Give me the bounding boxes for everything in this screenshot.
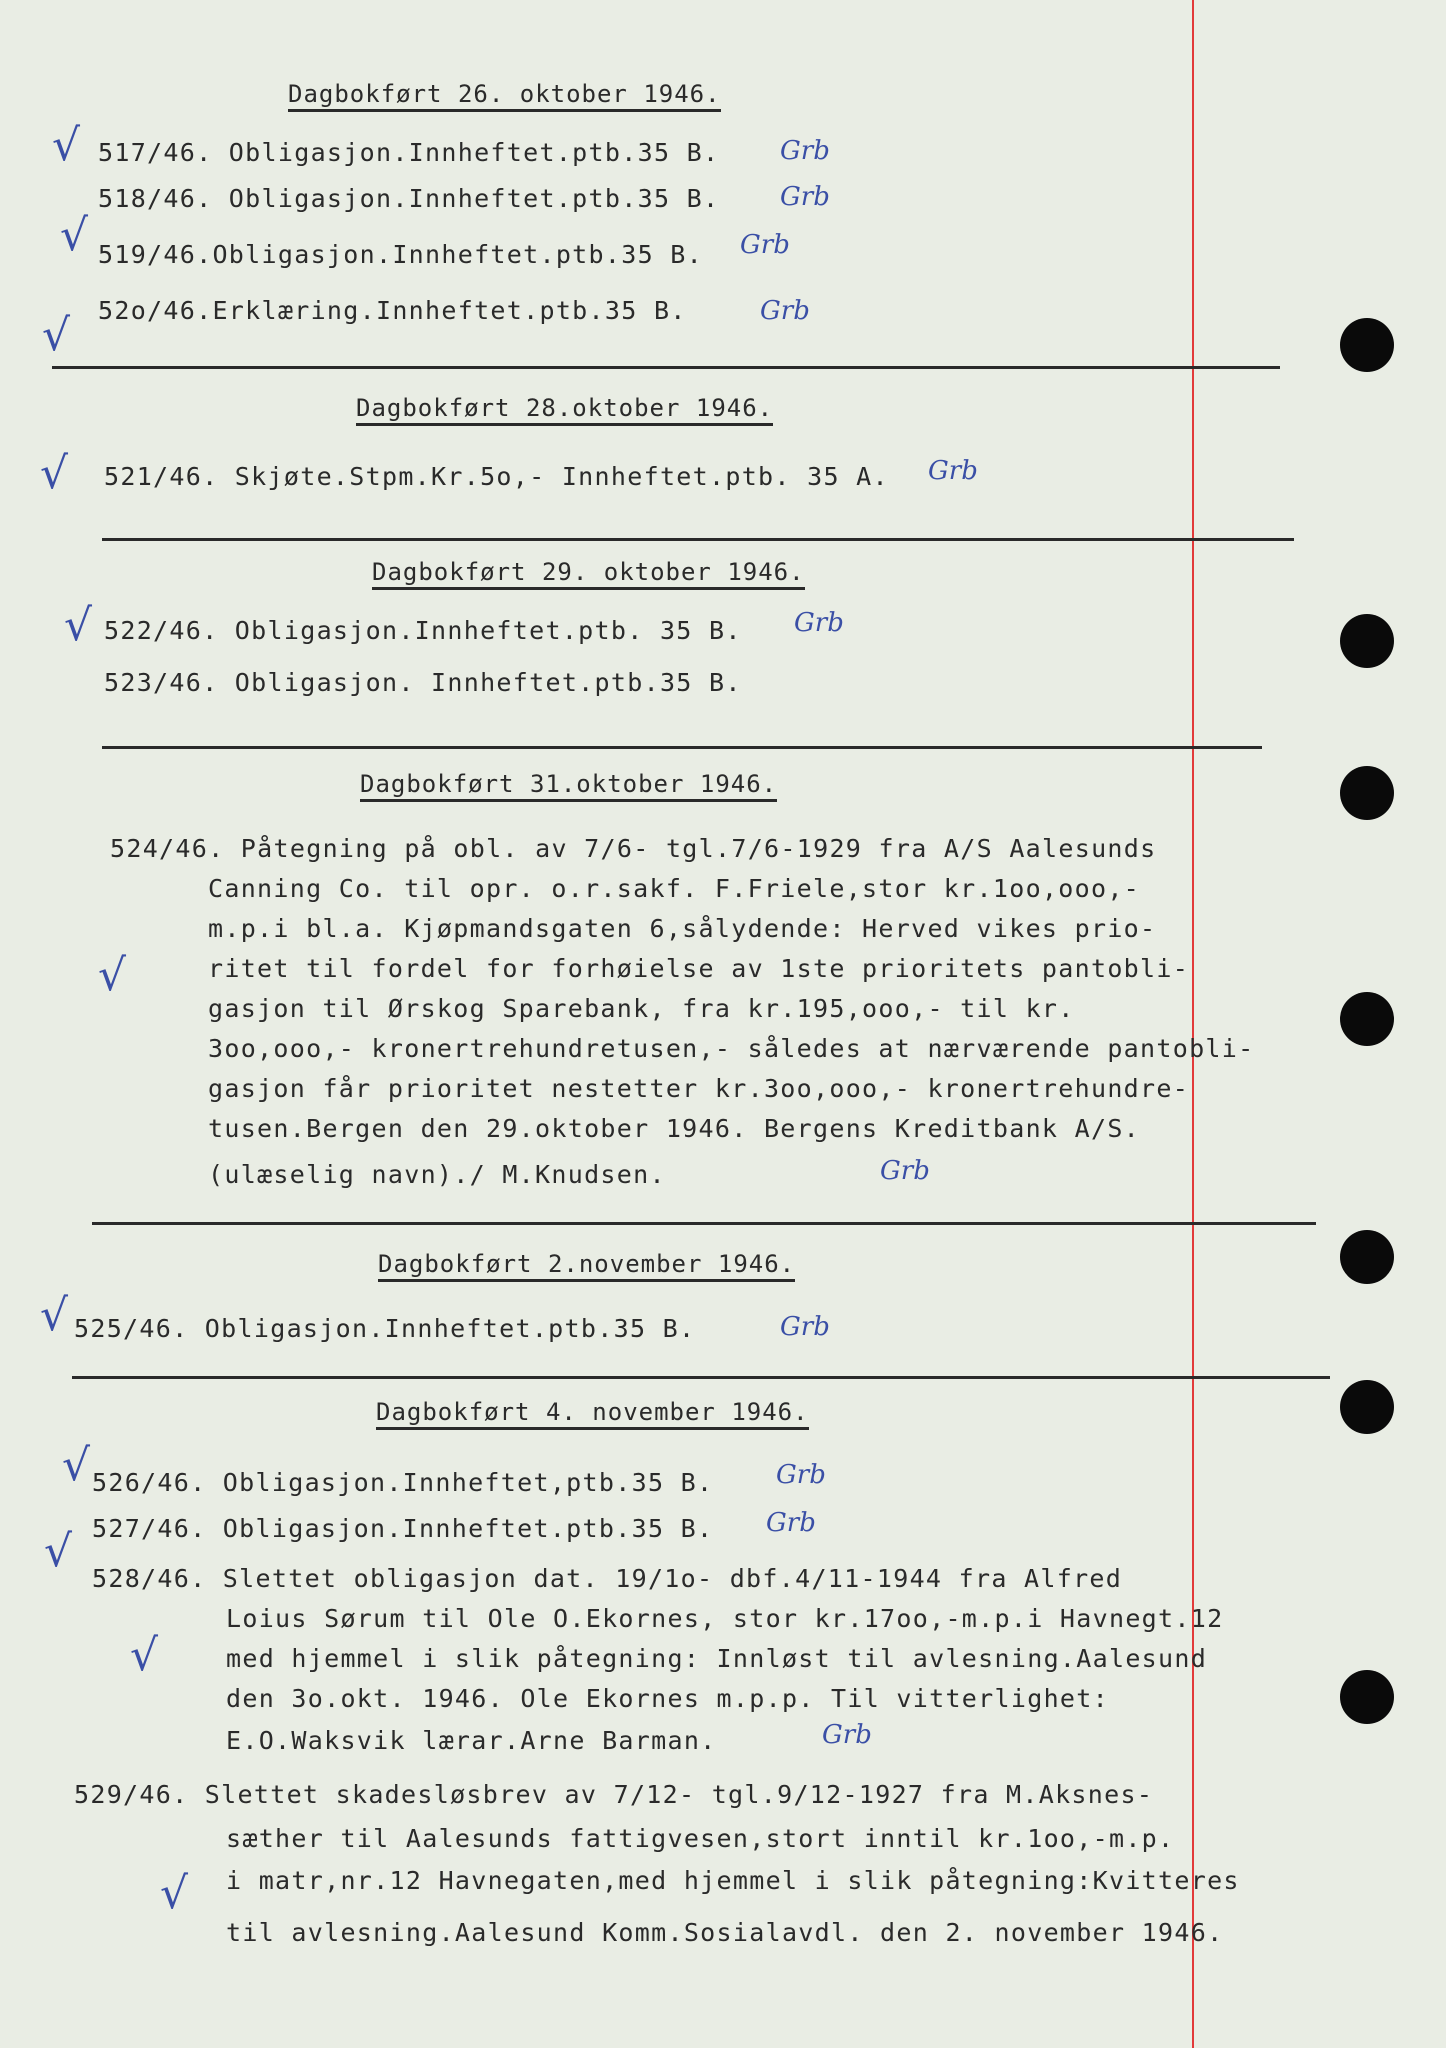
entry-line: gasjon får prioritet nestetter kr.3oo,ooo,- kronertrehundre- xyxy=(208,1074,1190,1103)
handwritten-initials: Grb xyxy=(880,1156,930,1186)
entry-line: 523/46. Obligasjon. Innheftet.ptb.35 B. xyxy=(104,668,742,697)
punch-hole xyxy=(1340,992,1394,1046)
handwritten-initials: Grb xyxy=(794,608,844,638)
entry-line: 524/46. Påtegning på obl. av 7/6- tgl.7/6-1929 fra A/S Aalesunds xyxy=(110,834,1157,863)
margin-checkmark: √ xyxy=(40,448,69,499)
entry-line: 52o/46.Erklæring.Innheftet.ptb.35 B. xyxy=(98,296,687,325)
entry-line: gasjon til Ørskog Sparebank, fra kr.195,ooo,- til kr. xyxy=(208,994,1075,1023)
handwritten-initials: Grb xyxy=(740,230,790,260)
handwritten-initials: Grb xyxy=(928,456,978,486)
section-divider xyxy=(102,538,1294,541)
punch-hole xyxy=(1340,318,1394,372)
margin-checkmark: √ xyxy=(40,1290,69,1341)
handwritten-initials: Grb xyxy=(780,136,830,166)
handwritten-initials: Grb xyxy=(822,1720,872,1750)
section-heading: Dagbokført 29. oktober 1946. xyxy=(372,558,805,590)
entry-line: Canning Co. til opr. o.r.sakf. F.Friele,stor kr.1oo,ooo,- xyxy=(208,874,1141,903)
entry-line: (ulæselig navn)./ M.Knudsen. xyxy=(208,1160,666,1189)
red-margin-line xyxy=(1192,0,1194,2048)
entry-line: tusen.Bergen den 29.oktober 1946. Bergens Kreditbank A/S. xyxy=(208,1114,1141,1143)
section-heading: Dagbokført 4. november 1946. xyxy=(376,1398,809,1430)
entry-line: til avlesning.Aalesund Komm.Sosialavdl. den 2. november 1946. xyxy=(226,1918,1224,1947)
entry-line: 519/46.Obligasjon.Innheftet.ptb.35 B. xyxy=(98,240,703,269)
section-divider xyxy=(92,1222,1316,1225)
entry-line: 521/46. Skjøte.Stpm.Kr.5o,- Innheftet.ptb. 35 A. xyxy=(104,462,889,491)
handwritten-initials: Grb xyxy=(780,1312,830,1342)
entry-line: 522/46. Obligasjon.Innheftet.ptb. 35 B. xyxy=(104,616,742,645)
margin-checkmark: √ xyxy=(52,120,81,171)
margin-checkmark: √ xyxy=(64,600,93,651)
entry-line: sæther til Aalesunds fattigvesen,stort inntil kr.1oo,-m.p. xyxy=(226,1824,1175,1853)
margin-checkmark: √ xyxy=(42,310,71,361)
margin-checkmark: √ xyxy=(62,1440,91,1491)
margin-checkmark: √ xyxy=(160,1868,189,1919)
punch-hole xyxy=(1340,1670,1394,1724)
handwritten-initials: Grb xyxy=(760,296,810,326)
entry-line: 528/46. Slettet obligasjon dat. 19/1o- dbf.4/11-1944 fra Alfred xyxy=(92,1564,1123,1593)
entry-line: Loius Sørum til Ole O.Ekornes, stor kr.17oo,-m.p.i Havnegt.12 xyxy=(226,1604,1224,1633)
margin-checkmark: √ xyxy=(130,1630,159,1681)
entry-line: m.p.i bl.a. Kjøpmandsgaten 6,sålydende: Herved vikes prio- xyxy=(208,914,1157,943)
section-divider xyxy=(72,1376,1330,1379)
punch-hole xyxy=(1340,1230,1394,1284)
entry-line: ritet til fordel for forhøielse av 1ste prioritets pantobli- xyxy=(208,954,1190,983)
section-heading: Dagbokført 28.oktober 1946. xyxy=(356,394,773,426)
section-heading: Dagbokført 26. oktober 1946. xyxy=(288,80,721,112)
entry-line: E.O.Waksvik lærar.Arne Barman. xyxy=(226,1726,717,1755)
entry-line: 529/46. Slettet skadesløsbrev av 7/12- tgl.9/12-1927 fra M.Aksnes- xyxy=(74,1780,1154,1809)
section-divider xyxy=(52,366,1280,369)
entry-line: 518/46. Obligasjon.Innheftet.ptb.35 B. xyxy=(98,184,720,213)
section-heading: Dagbokført 2.november 1946. xyxy=(378,1250,795,1282)
margin-checkmark: √ xyxy=(44,1526,73,1577)
handwritten-initials: Grb xyxy=(776,1460,826,1490)
entry-line: 3oo,ooo,- kronertrehundretusen,- således at nærværende pantobli- xyxy=(208,1034,1255,1063)
handwritten-initials: Grb xyxy=(780,182,830,212)
entry-line: i matr,nr.12 Havnegaten,med hjemmel i slik påtegning:Kvitteres xyxy=(226,1866,1240,1895)
punch-hole xyxy=(1340,766,1394,820)
entry-line: den 3o.okt. 1946. Ole Ekornes m.p.p. Til vitterlighet: xyxy=(226,1684,1109,1713)
entry-line: med hjemmel i slik påtegning: Innløst til avlesning.Aalesund xyxy=(226,1644,1208,1673)
section-divider xyxy=(102,746,1262,749)
entry-line: 517/46. Obligasjon.Innheftet.ptb.35 B. xyxy=(98,138,720,167)
section-heading: Dagbokført 31.oktober 1946. xyxy=(360,770,777,802)
entry-line: 526/46. Obligasjon.Innheftet,ptb.35 B. xyxy=(92,1468,714,1497)
entry-line: 527/46. Obligasjon.Innheftet.ptb.35 B. xyxy=(92,1514,714,1543)
handwritten-initials: Grb xyxy=(766,1508,816,1538)
entry-line: 525/46. Obligasjon.Innheftet.ptb.35 B. xyxy=(74,1314,696,1343)
margin-checkmark: √ xyxy=(60,210,89,261)
punch-hole xyxy=(1340,614,1394,668)
margin-checkmark: √ xyxy=(98,950,127,1001)
punch-hole xyxy=(1340,1380,1394,1434)
